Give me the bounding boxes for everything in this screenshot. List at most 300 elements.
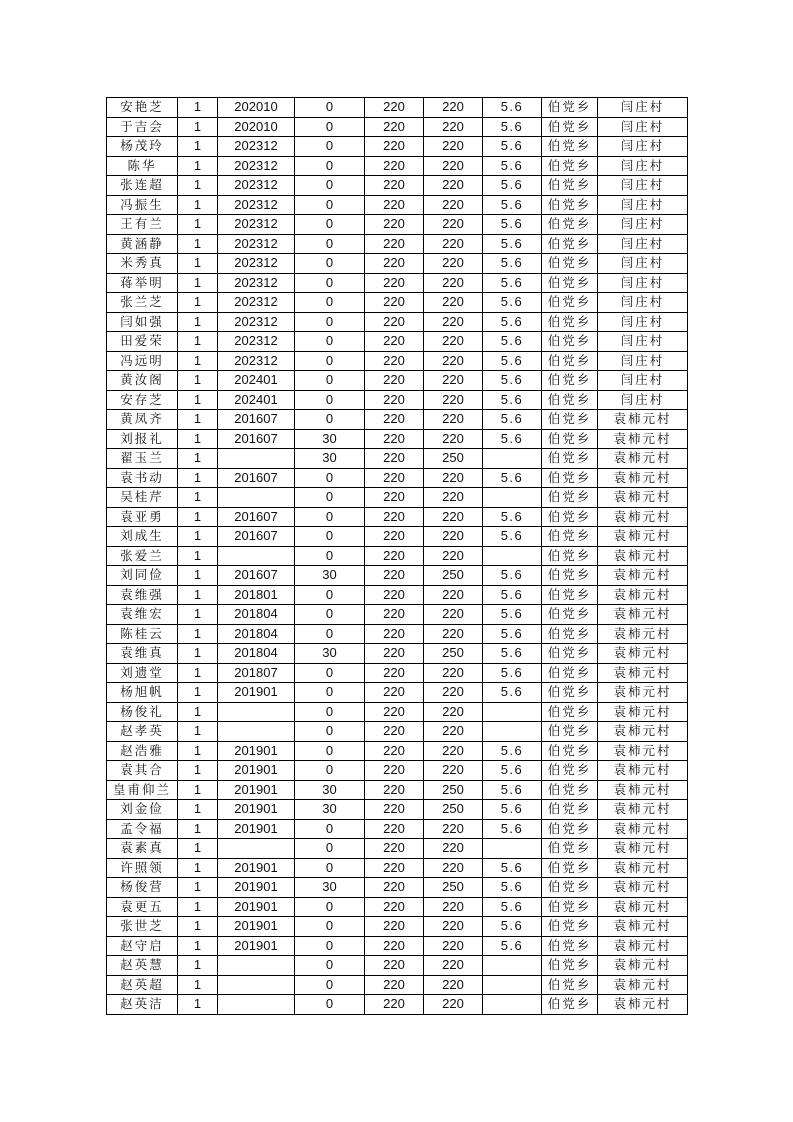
cell-amount-b: 220 xyxy=(424,624,483,644)
cell-township: 伯党乡 xyxy=(542,605,598,625)
cell-township: 伯党乡 xyxy=(542,995,598,1015)
cell-village: 袁柿元村 xyxy=(598,585,688,605)
cell-start-date: 201607 xyxy=(218,527,295,547)
cell-count: 1 xyxy=(178,527,218,547)
cell-rate: 5.6 xyxy=(483,878,542,898)
cell-count: 1 xyxy=(178,683,218,703)
cell-name: 杨旭帆 xyxy=(107,683,178,703)
cell-name: 袁亚勇 xyxy=(107,507,178,527)
cell-village: 闫庄村 xyxy=(598,176,688,196)
cell-village: 袁柿元村 xyxy=(598,761,688,781)
cell-start-date: 201901 xyxy=(218,780,295,800)
table-row xyxy=(107,975,688,995)
cell-name: 袁维强 xyxy=(107,585,178,605)
cell-start-date: 202312 xyxy=(218,273,295,293)
table-row xyxy=(107,761,688,781)
cell-township: 伯党乡 xyxy=(542,936,598,956)
cell-amount-b: 220 xyxy=(424,507,483,527)
cell-amount-b: 220 xyxy=(424,156,483,176)
cell-name: 闫如强 xyxy=(107,312,178,332)
cell-start-date: 201804 xyxy=(218,624,295,644)
cell-township: 伯党乡 xyxy=(542,234,598,254)
cell-amount-a: 220 xyxy=(365,761,424,781)
table-row xyxy=(107,800,688,820)
table-row xyxy=(107,546,688,566)
cell-amount-a: 220 xyxy=(365,995,424,1015)
cell-amount-b: 220 xyxy=(424,702,483,722)
cell-rate xyxy=(483,546,542,566)
cell-name: 袁素真 xyxy=(107,839,178,859)
cell-amount-a: 220 xyxy=(365,741,424,761)
cell-subsidy-a: 0 xyxy=(295,839,365,859)
cell-subsidy-a: 0 xyxy=(295,410,365,430)
cell-amount-a: 220 xyxy=(365,956,424,976)
cell-village: 袁柿元村 xyxy=(598,507,688,527)
cell-amount-b: 220 xyxy=(424,176,483,196)
cell-village: 闫庄村 xyxy=(598,351,688,371)
cell-rate: 5.6 xyxy=(483,858,542,878)
cell-amount-b: 220 xyxy=(424,527,483,547)
cell-subsidy-a: 0 xyxy=(295,897,365,917)
cell-rate: 5.6 xyxy=(483,780,542,800)
cell-name: 安存芝 xyxy=(107,390,178,410)
cell-amount-b: 220 xyxy=(424,858,483,878)
cell-count: 1 xyxy=(178,234,218,254)
cell-township: 伯党乡 xyxy=(542,566,598,586)
cell-name: 王有兰 xyxy=(107,215,178,235)
table-row xyxy=(107,195,688,215)
cell-count: 1 xyxy=(178,761,218,781)
cell-rate xyxy=(483,449,542,469)
cell-amount-b: 220 xyxy=(424,429,483,449)
cell-village: 袁柿元村 xyxy=(598,741,688,761)
cell-amount-a: 220 xyxy=(365,98,424,118)
cell-township: 伯党乡 xyxy=(542,468,598,488)
cell-count: 1 xyxy=(178,254,218,274)
cell-township: 伯党乡 xyxy=(542,897,598,917)
cell-subsidy-a: 0 xyxy=(295,312,365,332)
cell-amount-a: 220 xyxy=(365,507,424,527)
cell-count: 1 xyxy=(178,312,218,332)
cell-start-date: 201807 xyxy=(218,663,295,683)
cell-name: 皇甫仰兰 xyxy=(107,780,178,800)
cell-subsidy-a: 0 xyxy=(295,585,365,605)
cell-rate: 5.6 xyxy=(483,644,542,664)
cell-count: 1 xyxy=(178,273,218,293)
cell-count: 1 xyxy=(178,605,218,625)
cell-subsidy-a: 0 xyxy=(295,761,365,781)
cell-rate: 5.6 xyxy=(483,468,542,488)
cell-start-date: 201901 xyxy=(218,819,295,839)
table-row xyxy=(107,956,688,976)
cell-amount-b: 250 xyxy=(424,566,483,586)
cell-name: 黄涵静 xyxy=(107,234,178,254)
cell-amount-a: 220 xyxy=(365,722,424,742)
cell-rate xyxy=(483,488,542,508)
cell-rate xyxy=(483,995,542,1015)
cell-start-date: 201801 xyxy=(218,585,295,605)
cell-village: 闫庄村 xyxy=(598,371,688,391)
cell-amount-b: 250 xyxy=(424,878,483,898)
cell-amount-a: 220 xyxy=(365,839,424,859)
cell-rate: 5.6 xyxy=(483,663,542,683)
cell-amount-b: 220 xyxy=(424,585,483,605)
cell-amount-a: 220 xyxy=(365,780,424,800)
table-row xyxy=(107,351,688,371)
cell-count: 1 xyxy=(178,936,218,956)
cell-township: 伯党乡 xyxy=(542,371,598,391)
cell-rate: 5.6 xyxy=(483,98,542,118)
cell-count: 1 xyxy=(178,117,218,137)
cell-start-date xyxy=(218,722,295,742)
cell-count: 1 xyxy=(178,137,218,157)
cell-amount-a: 220 xyxy=(365,371,424,391)
cell-amount-b: 220 xyxy=(424,117,483,137)
cell-start-date: 202312 xyxy=(218,312,295,332)
cell-amount-b: 220 xyxy=(424,995,483,1015)
cell-start-date: 202312 xyxy=(218,351,295,371)
table-row xyxy=(107,332,688,352)
cell-count: 1 xyxy=(178,819,218,839)
cell-rate: 5.6 xyxy=(483,683,542,703)
cell-amount-b: 220 xyxy=(424,917,483,937)
cell-subsidy-a: 0 xyxy=(295,156,365,176)
cell-amount-a: 220 xyxy=(365,878,424,898)
cell-amount-b: 220 xyxy=(424,332,483,352)
cell-count: 1 xyxy=(178,975,218,995)
cell-name: 袁更五 xyxy=(107,897,178,917)
cell-amount-b: 220 xyxy=(424,293,483,313)
cell-subsidy-a: 0 xyxy=(295,858,365,878)
cell-start-date: 201901 xyxy=(218,800,295,820)
cell-village: 闫庄村 xyxy=(598,195,688,215)
cell-count: 1 xyxy=(178,741,218,761)
cell-name: 翟玉兰 xyxy=(107,449,178,469)
cell-start-date: 201607 xyxy=(218,429,295,449)
cell-subsidy-a: 0 xyxy=(295,137,365,157)
cell-amount-b: 220 xyxy=(424,195,483,215)
cell-amount-a: 220 xyxy=(365,390,424,410)
cell-subsidy-a: 0 xyxy=(295,917,365,937)
cell-township: 伯党乡 xyxy=(542,663,598,683)
table-row xyxy=(107,683,688,703)
cell-subsidy-a: 0 xyxy=(295,254,365,274)
cell-start-date: 202312 xyxy=(218,234,295,254)
cell-village: 袁柿元村 xyxy=(598,566,688,586)
cell-village: 闫庄村 xyxy=(598,215,688,235)
cell-count: 1 xyxy=(178,195,218,215)
cell-village: 袁柿元村 xyxy=(598,897,688,917)
cell-amount-a: 220 xyxy=(365,527,424,547)
table-row xyxy=(107,936,688,956)
cell-name: 安艳芝 xyxy=(107,98,178,118)
cell-rate: 5.6 xyxy=(483,917,542,937)
table-row xyxy=(107,702,688,722)
cell-count: 1 xyxy=(178,546,218,566)
cell-village: 闫庄村 xyxy=(598,254,688,274)
cell-count: 1 xyxy=(178,98,218,118)
cell-subsidy-a: 0 xyxy=(295,293,365,313)
cell-start-date: 201607 xyxy=(218,468,295,488)
cell-village: 袁柿元村 xyxy=(598,995,688,1015)
cell-name: 刘成生 xyxy=(107,527,178,547)
cell-rate: 5.6 xyxy=(483,137,542,157)
cell-amount-a: 220 xyxy=(365,234,424,254)
cell-count: 1 xyxy=(178,995,218,1015)
cell-count: 1 xyxy=(178,878,218,898)
cell-amount-b: 250 xyxy=(424,644,483,664)
cell-amount-b: 220 xyxy=(424,488,483,508)
cell-subsidy-a: 0 xyxy=(295,975,365,995)
cell-count: 1 xyxy=(178,858,218,878)
cell-amount-b: 220 xyxy=(424,663,483,683)
cell-township: 伯党乡 xyxy=(542,293,598,313)
cell-township: 伯党乡 xyxy=(542,917,598,937)
table-row xyxy=(107,780,688,800)
cell-subsidy-a: 0 xyxy=(295,819,365,839)
table-row xyxy=(107,819,688,839)
cell-village: 袁柿元村 xyxy=(598,702,688,722)
cell-start-date xyxy=(218,956,295,976)
cell-start-date: 202312 xyxy=(218,195,295,215)
cell-name: 张爱兰 xyxy=(107,546,178,566)
cell-rate: 5.6 xyxy=(483,507,542,527)
cell-name: 张世芝 xyxy=(107,917,178,937)
cell-start-date: 201901 xyxy=(218,741,295,761)
cell-township: 伯党乡 xyxy=(542,351,598,371)
cell-count: 1 xyxy=(178,176,218,196)
cell-township: 伯党乡 xyxy=(542,429,598,449)
cell-subsidy-a: 0 xyxy=(295,527,365,547)
cell-name: 吴桂芹 xyxy=(107,488,178,508)
table-row xyxy=(107,605,688,625)
cell-township: 伯党乡 xyxy=(542,254,598,274)
cell-township: 伯党乡 xyxy=(542,273,598,293)
cell-count: 1 xyxy=(178,390,218,410)
cell-township: 伯党乡 xyxy=(542,683,598,703)
cell-amount-a: 220 xyxy=(365,936,424,956)
cell-name: 孟令福 xyxy=(107,819,178,839)
cell-subsidy-a: 0 xyxy=(295,624,365,644)
cell-start-date: 201901 xyxy=(218,761,295,781)
cell-subsidy-a: 0 xyxy=(295,98,365,118)
cell-count: 1 xyxy=(178,332,218,352)
cell-amount-a: 220 xyxy=(365,702,424,722)
cell-start-date: 201901 xyxy=(218,917,295,937)
cell-count: 1 xyxy=(178,663,218,683)
table-row xyxy=(107,156,688,176)
cell-rate: 5.6 xyxy=(483,351,542,371)
cell-start-date: 201804 xyxy=(218,605,295,625)
cell-amount-a: 220 xyxy=(365,176,424,196)
cell-township: 伯党乡 xyxy=(542,332,598,352)
cell-rate: 5.6 xyxy=(483,293,542,313)
cell-amount-a: 220 xyxy=(365,117,424,137)
cell-count: 1 xyxy=(178,410,218,430)
cell-rate: 5.6 xyxy=(483,117,542,137)
cell-name: 冯振生 xyxy=(107,195,178,215)
cell-start-date xyxy=(218,488,295,508)
cell-township: 伯党乡 xyxy=(542,956,598,976)
table-row xyxy=(107,371,688,391)
table-body xyxy=(107,98,688,1015)
table-row xyxy=(107,527,688,547)
table-row xyxy=(107,488,688,508)
cell-village: 袁柿元村 xyxy=(598,663,688,683)
cell-name: 刘遗堂 xyxy=(107,663,178,683)
table-row xyxy=(107,722,688,742)
cell-amount-b: 220 xyxy=(424,254,483,274)
cell-village: 袁柿元村 xyxy=(598,858,688,878)
cell-amount-b: 220 xyxy=(424,761,483,781)
cell-name: 刘金俭 xyxy=(107,800,178,820)
cell-start-date: 202312 xyxy=(218,215,295,235)
cell-rate: 5.6 xyxy=(483,390,542,410)
cell-amount-a: 220 xyxy=(365,488,424,508)
cell-village: 闫庄村 xyxy=(598,234,688,254)
cell-subsidy-a: 0 xyxy=(295,371,365,391)
cell-amount-b: 220 xyxy=(424,371,483,391)
cell-count: 1 xyxy=(178,624,218,644)
cell-subsidy-a: 0 xyxy=(295,351,365,371)
cell-rate: 5.6 xyxy=(483,741,542,761)
cell-count: 1 xyxy=(178,429,218,449)
cell-start-date xyxy=(218,702,295,722)
table-row xyxy=(107,663,688,683)
cell-village: 袁柿元村 xyxy=(598,546,688,566)
cell-amount-a: 220 xyxy=(365,332,424,352)
cell-village: 袁柿元村 xyxy=(598,429,688,449)
cell-rate: 5.6 xyxy=(483,566,542,586)
cell-village: 袁柿元村 xyxy=(598,800,688,820)
cell-township: 伯党乡 xyxy=(542,878,598,898)
table-row xyxy=(107,429,688,449)
cell-count: 1 xyxy=(178,215,218,235)
cell-subsidy-a: 0 xyxy=(295,741,365,761)
cell-start-date: 201607 xyxy=(218,410,295,430)
cell-name: 赵守启 xyxy=(107,936,178,956)
cell-count: 1 xyxy=(178,722,218,742)
cell-village: 袁柿元村 xyxy=(598,878,688,898)
cell-subsidy-a: 30 xyxy=(295,449,365,469)
table-row xyxy=(107,741,688,761)
cell-village: 袁柿元村 xyxy=(598,468,688,488)
cell-township: 伯党乡 xyxy=(542,98,598,118)
cell-subsidy-a: 0 xyxy=(295,390,365,410)
cell-name: 米秀真 xyxy=(107,254,178,274)
cell-amount-b: 220 xyxy=(424,410,483,430)
cell-rate xyxy=(483,702,542,722)
cell-rate: 5.6 xyxy=(483,273,542,293)
cell-village: 袁柿元村 xyxy=(598,780,688,800)
cell-count: 1 xyxy=(178,702,218,722)
cell-amount-a: 220 xyxy=(365,215,424,235)
cell-township: 伯党乡 xyxy=(542,800,598,820)
cell-start-date: 201901 xyxy=(218,897,295,917)
cell-amount-a: 220 xyxy=(365,917,424,937)
cell-township: 伯党乡 xyxy=(542,137,598,157)
cell-township: 伯党乡 xyxy=(542,410,598,430)
cell-village: 袁柿元村 xyxy=(598,975,688,995)
cell-start-date xyxy=(218,975,295,995)
cell-start-date: 202312 xyxy=(218,137,295,157)
table-row xyxy=(107,254,688,274)
cell-village: 袁柿元村 xyxy=(598,488,688,508)
cell-name: 刘同俭 xyxy=(107,566,178,586)
cell-village: 闫庄村 xyxy=(598,390,688,410)
cell-name: 袁维宏 xyxy=(107,605,178,625)
cell-township: 伯党乡 xyxy=(542,215,598,235)
cell-amount-b: 220 xyxy=(424,819,483,839)
cell-name: 赵浩雅 xyxy=(107,741,178,761)
cell-start-date: 202010 xyxy=(218,98,295,118)
cell-township: 伯党乡 xyxy=(542,585,598,605)
cell-township: 伯党乡 xyxy=(542,839,598,859)
cell-township: 伯党乡 xyxy=(542,722,598,742)
cell-amount-b: 220 xyxy=(424,956,483,976)
cell-rate: 5.6 xyxy=(483,527,542,547)
cell-start-date: 201901 xyxy=(218,878,295,898)
cell-village: 袁柿元村 xyxy=(598,527,688,547)
cell-rate: 5.6 xyxy=(483,312,542,332)
table-row xyxy=(107,566,688,586)
cell-name: 陈桂云 xyxy=(107,624,178,644)
table-row xyxy=(107,176,688,196)
cell-count: 1 xyxy=(178,956,218,976)
cell-subsidy-a: 0 xyxy=(295,663,365,683)
cell-start-date: 201901 xyxy=(218,683,295,703)
cell-subsidy-a: 0 xyxy=(295,995,365,1015)
cell-village: 袁柿元村 xyxy=(598,722,688,742)
cell-count: 1 xyxy=(178,839,218,859)
cell-township: 伯党乡 xyxy=(542,390,598,410)
cell-subsidy-a: 0 xyxy=(295,117,365,137)
table-row xyxy=(107,624,688,644)
cell-amount-a: 220 xyxy=(365,312,424,332)
cell-rate: 5.6 xyxy=(483,819,542,839)
cell-amount-b: 220 xyxy=(424,722,483,742)
cell-amount-a: 220 xyxy=(365,195,424,215)
cell-count: 1 xyxy=(178,468,218,488)
cell-count: 1 xyxy=(178,371,218,391)
cell-count: 1 xyxy=(178,488,218,508)
cell-village: 袁柿元村 xyxy=(598,624,688,644)
cell-subsidy-a: 0 xyxy=(295,546,365,566)
cell-rate: 5.6 xyxy=(483,234,542,254)
cell-subsidy-a: 0 xyxy=(295,605,365,625)
cell-name: 黄凤齐 xyxy=(107,410,178,430)
cell-rate: 5.6 xyxy=(483,429,542,449)
cell-start-date: 202010 xyxy=(218,117,295,137)
table-row xyxy=(107,644,688,664)
cell-rate: 5.6 xyxy=(483,800,542,820)
table-row xyxy=(107,995,688,1015)
cell-amount-a: 220 xyxy=(365,897,424,917)
cell-amount-b: 220 xyxy=(424,975,483,995)
cell-name: 袁其合 xyxy=(107,761,178,781)
cell-start-date xyxy=(218,995,295,1015)
cell-rate: 5.6 xyxy=(483,605,542,625)
cell-township: 伯党乡 xyxy=(542,761,598,781)
cell-subsidy-a: 0 xyxy=(295,195,365,215)
cell-village: 袁柿元村 xyxy=(598,839,688,859)
cell-count: 1 xyxy=(178,449,218,469)
cell-amount-b: 220 xyxy=(424,215,483,235)
table-row xyxy=(107,507,688,527)
cell-name: 许照领 xyxy=(107,858,178,878)
cell-start-date: 202312 xyxy=(218,254,295,274)
cell-count: 1 xyxy=(178,780,218,800)
